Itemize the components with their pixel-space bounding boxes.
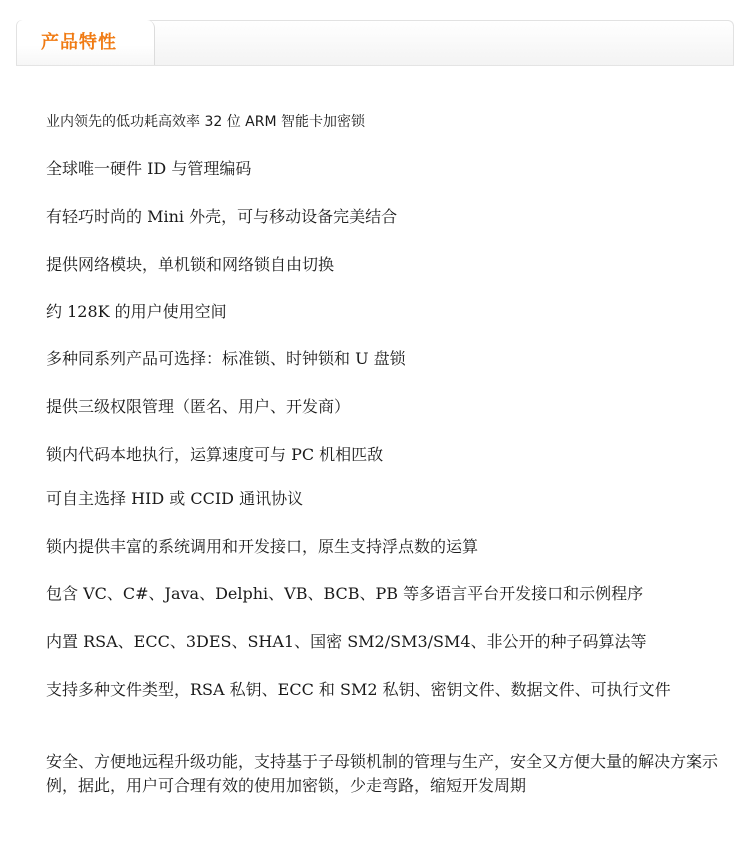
feature-item: 内置 RSA、ECC、3DES、SHA1、国密 SM2/SM3/SM4、非公开的种子码算法等 <box>46 632 647 651</box>
header-divider <box>16 65 734 66</box>
feature-item: 锁内提供丰富的系统调用和开发接口，原生支持浮点数的运算 <box>46 537 479 556</box>
feature-item: 业内领先的低功耗高效率 32 位 ARM 智能卡加密锁 <box>46 114 365 130</box>
feature-item: 锁内代码本地执行，运算速度可与 PC 机相匹敌 <box>46 445 384 464</box>
section-title: 产品特性 <box>41 32 117 53</box>
feature-item: 包含 VC、C#、Java、Delphi、VB、BCB、PB 等多语言平台开发接口和示例程序 <box>46 584 644 603</box>
section-header-tab <box>17 20 155 66</box>
feature-item: 有轻巧时尚的 Mini 外壳，可与移动设备完美结合 <box>46 207 398 226</box>
feature-item: 提供三级权限管理（匿名、用户、开发商） <box>46 397 351 416</box>
feature-item: 可自主选择 HID 或 CCID 通讯协议 <box>46 489 304 508</box>
feature-item: 约 128K 的用户使用空间 <box>46 302 227 321</box>
feature-item: 安全、方便地远程升级功能，支持基于子母锁机制的管理与生产，安全又方便大量的解决方案示例，据此，用户可合理有效的使用加密锁，少走弯路，缩短开发周期 <box>46 752 719 795</box>
feature-item: 支持多种文件类型，RSA 私钥、ECC 和 SM2 私钥、密钥文件、数据文件、可执行文件 <box>46 680 671 699</box>
feature-item: 多种同系列产品可选择：标准锁、时钟锁和 U 盘锁 <box>46 349 406 368</box>
feature-item: 提供网络模块，单机锁和网络锁自由切换 <box>46 255 335 274</box>
feature-item: 全球唯一硬件 ID 与管理编码 <box>46 159 252 178</box>
